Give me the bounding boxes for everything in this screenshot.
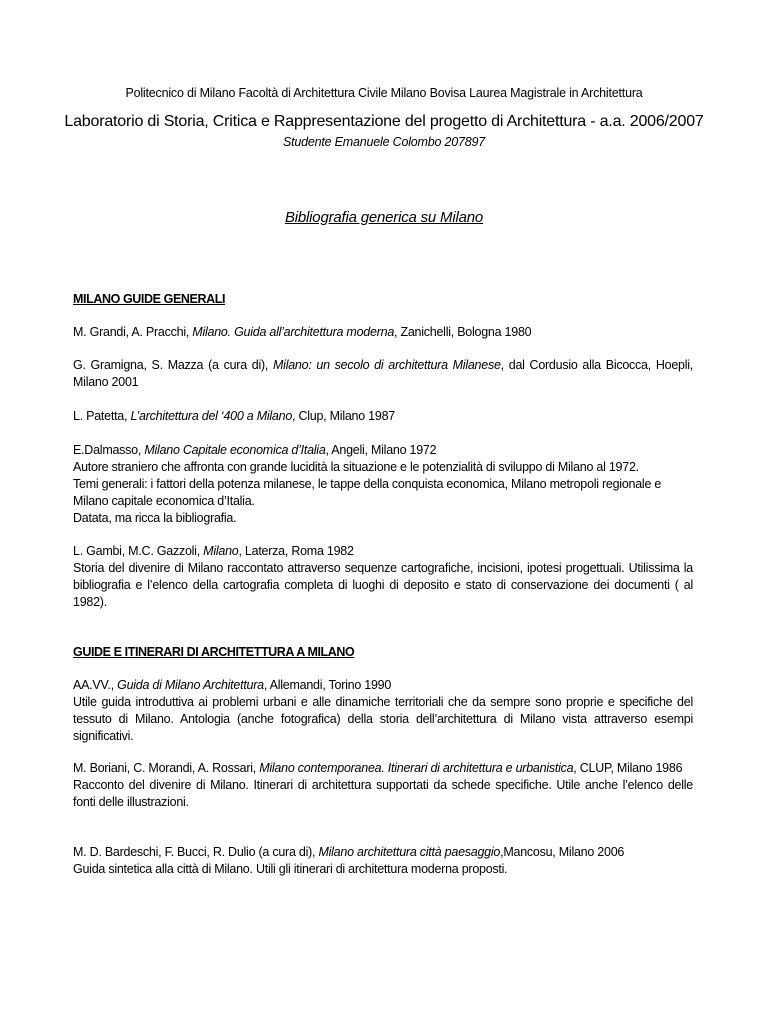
entry-publisher: , CLUP, Milano 1986 <box>573 761 683 775</box>
entry-work: L’architettura del ‘400 a Milano <box>130 409 293 423</box>
entry-publisher: , Laterza, Roma 1982 <box>238 544 354 558</box>
entry-work: Milano <box>203 544 239 558</box>
entry-authors: G. Gramigna, S. Mazza (a cura di), <box>73 358 273 372</box>
bib-entry-gramigna <box>73 357 693 391</box>
entry-publisher: , Clup, Milano 1987 <box>292 409 395 423</box>
entry-citation <box>73 543 693 560</box>
bib-entry-dalmasso <box>73 442 693 527</box>
entry-work: Milano contemporanea. Itinerari di architettura e urbanistica <box>259 761 574 775</box>
entry-citation <box>73 760 693 777</box>
entry-publisher: , dal Cordusio alla Bicocca, Hoepli, Milano 2001 <box>73 358 694 389</box>
entry-work: Milano. Guida all’architettura moderna <box>192 325 395 339</box>
section-heading-guide-itinerari: GUIDE E ITINERARI DI ARCHITETTURA A MILANO <box>73 645 355 659</box>
bib-entry-boriani <box>73 760 693 811</box>
bib-entry-grandi <box>73 324 693 341</box>
bib-entry-patetta <box>73 408 693 425</box>
entry-citation <box>73 677 693 694</box>
entry-publisher: , Zanichelli, Bologna 1980 <box>394 325 532 339</box>
entry-note: Autore straniero che affronta con grande lucidità la situazione e le potenzialità di sviluppo di Milano al 1972. <box>73 460 639 474</box>
entry-authors: E.Dalmasso, <box>73 443 145 457</box>
entry-note: Guida sintetica alla città di Milano. Utili gli itinerari di architettura moderna proposti. <box>73 862 508 876</box>
entry-authors: M. Boriani, C. Morandi, A. Rossari, <box>73 761 260 775</box>
bib-entry-aavv <box>73 677 693 745</box>
student-line: Studente Emanuele Colombo 207897 <box>282 135 486 149</box>
entry-publisher: , Angeli, Milano 1972 <box>325 443 437 457</box>
entry-citation <box>73 442 693 459</box>
bib-entry-bardeschi <box>73 844 693 878</box>
course-line: Laboratorio di Storia, Critica e Rappresentazione del progetto di Architettura - a.a. 2006/2007 <box>64 113 704 130</box>
entry-authors: L. Gambi, M.C. Gazzoli, <box>73 544 204 558</box>
section-heading-milano-guide-generali: MILANO GUIDE GENERALI <box>73 292 226 306</box>
entry-note: Storia del divenire di Milano raccontato attraverso sequenze cartografiche, incisioni, ipotesi progettuali. Utilissima la bibliografia e l’elenco della cartografia completa di luoghi di deposito e stato di conservazione dei documenti ( al 1982). <box>73 561 693 609</box>
entry-note: Utile guida introduttiva ai problemi urbani e alle dinamiche territoriali che da sempre sono proprie e specifiche del tessuto di Milano. Antologia (anche fotografica) della storia dell’architettura di Milano vista attraverso esempi significativi. <box>73 695 693 743</box>
entry-note: Racconto del divenire di Milano. Itinerari di architettura supportati da schede specifiche. Utile anche l’elenco delle fonti delle illustrazioni. <box>73 778 693 809</box>
entry-work: Guida di Milano Architettura <box>117 678 264 692</box>
bib-entry-gambi <box>73 543 693 611</box>
entry-authors: M. Grandi, A. Pracchi, <box>73 325 193 339</box>
document-title: Bibliografia generica su Milano <box>284 209 484 226</box>
entry-work: Milano: un secolo di architettura Milanese <box>273 358 501 372</box>
entry-authors: M. D. Bardeschi, F. Bucci, R. Dulio (a cura di), <box>73 845 319 859</box>
entry-publisher: ,Mancosu, Milano 2006 <box>500 845 625 859</box>
entry-work: Milano Capitale economica d’Italia <box>144 443 326 457</box>
entry-citation <box>73 844 693 861</box>
entry-work: Milano architettura città paesaggio <box>318 845 501 859</box>
entry-note: Datata, ma ricca la bibliografia. <box>73 511 237 525</box>
entry-note: Temi generali: i fattori della potenza milanese, le tappe della conquista economica, Milano metropoli regionale e Milano capitale economica d’Italia. <box>73 477 662 508</box>
entry-publisher: , Allemandi, Torino 1990 <box>263 678 392 692</box>
institution-line: Politecnico di Milano Facoltà di Architettura Civile Milano Bovisa Laurea Magistrale in Architettura <box>125 86 643 100</box>
entry-authors: L. Patetta, <box>73 409 131 423</box>
entry-authors: AA.VV., <box>73 678 118 692</box>
